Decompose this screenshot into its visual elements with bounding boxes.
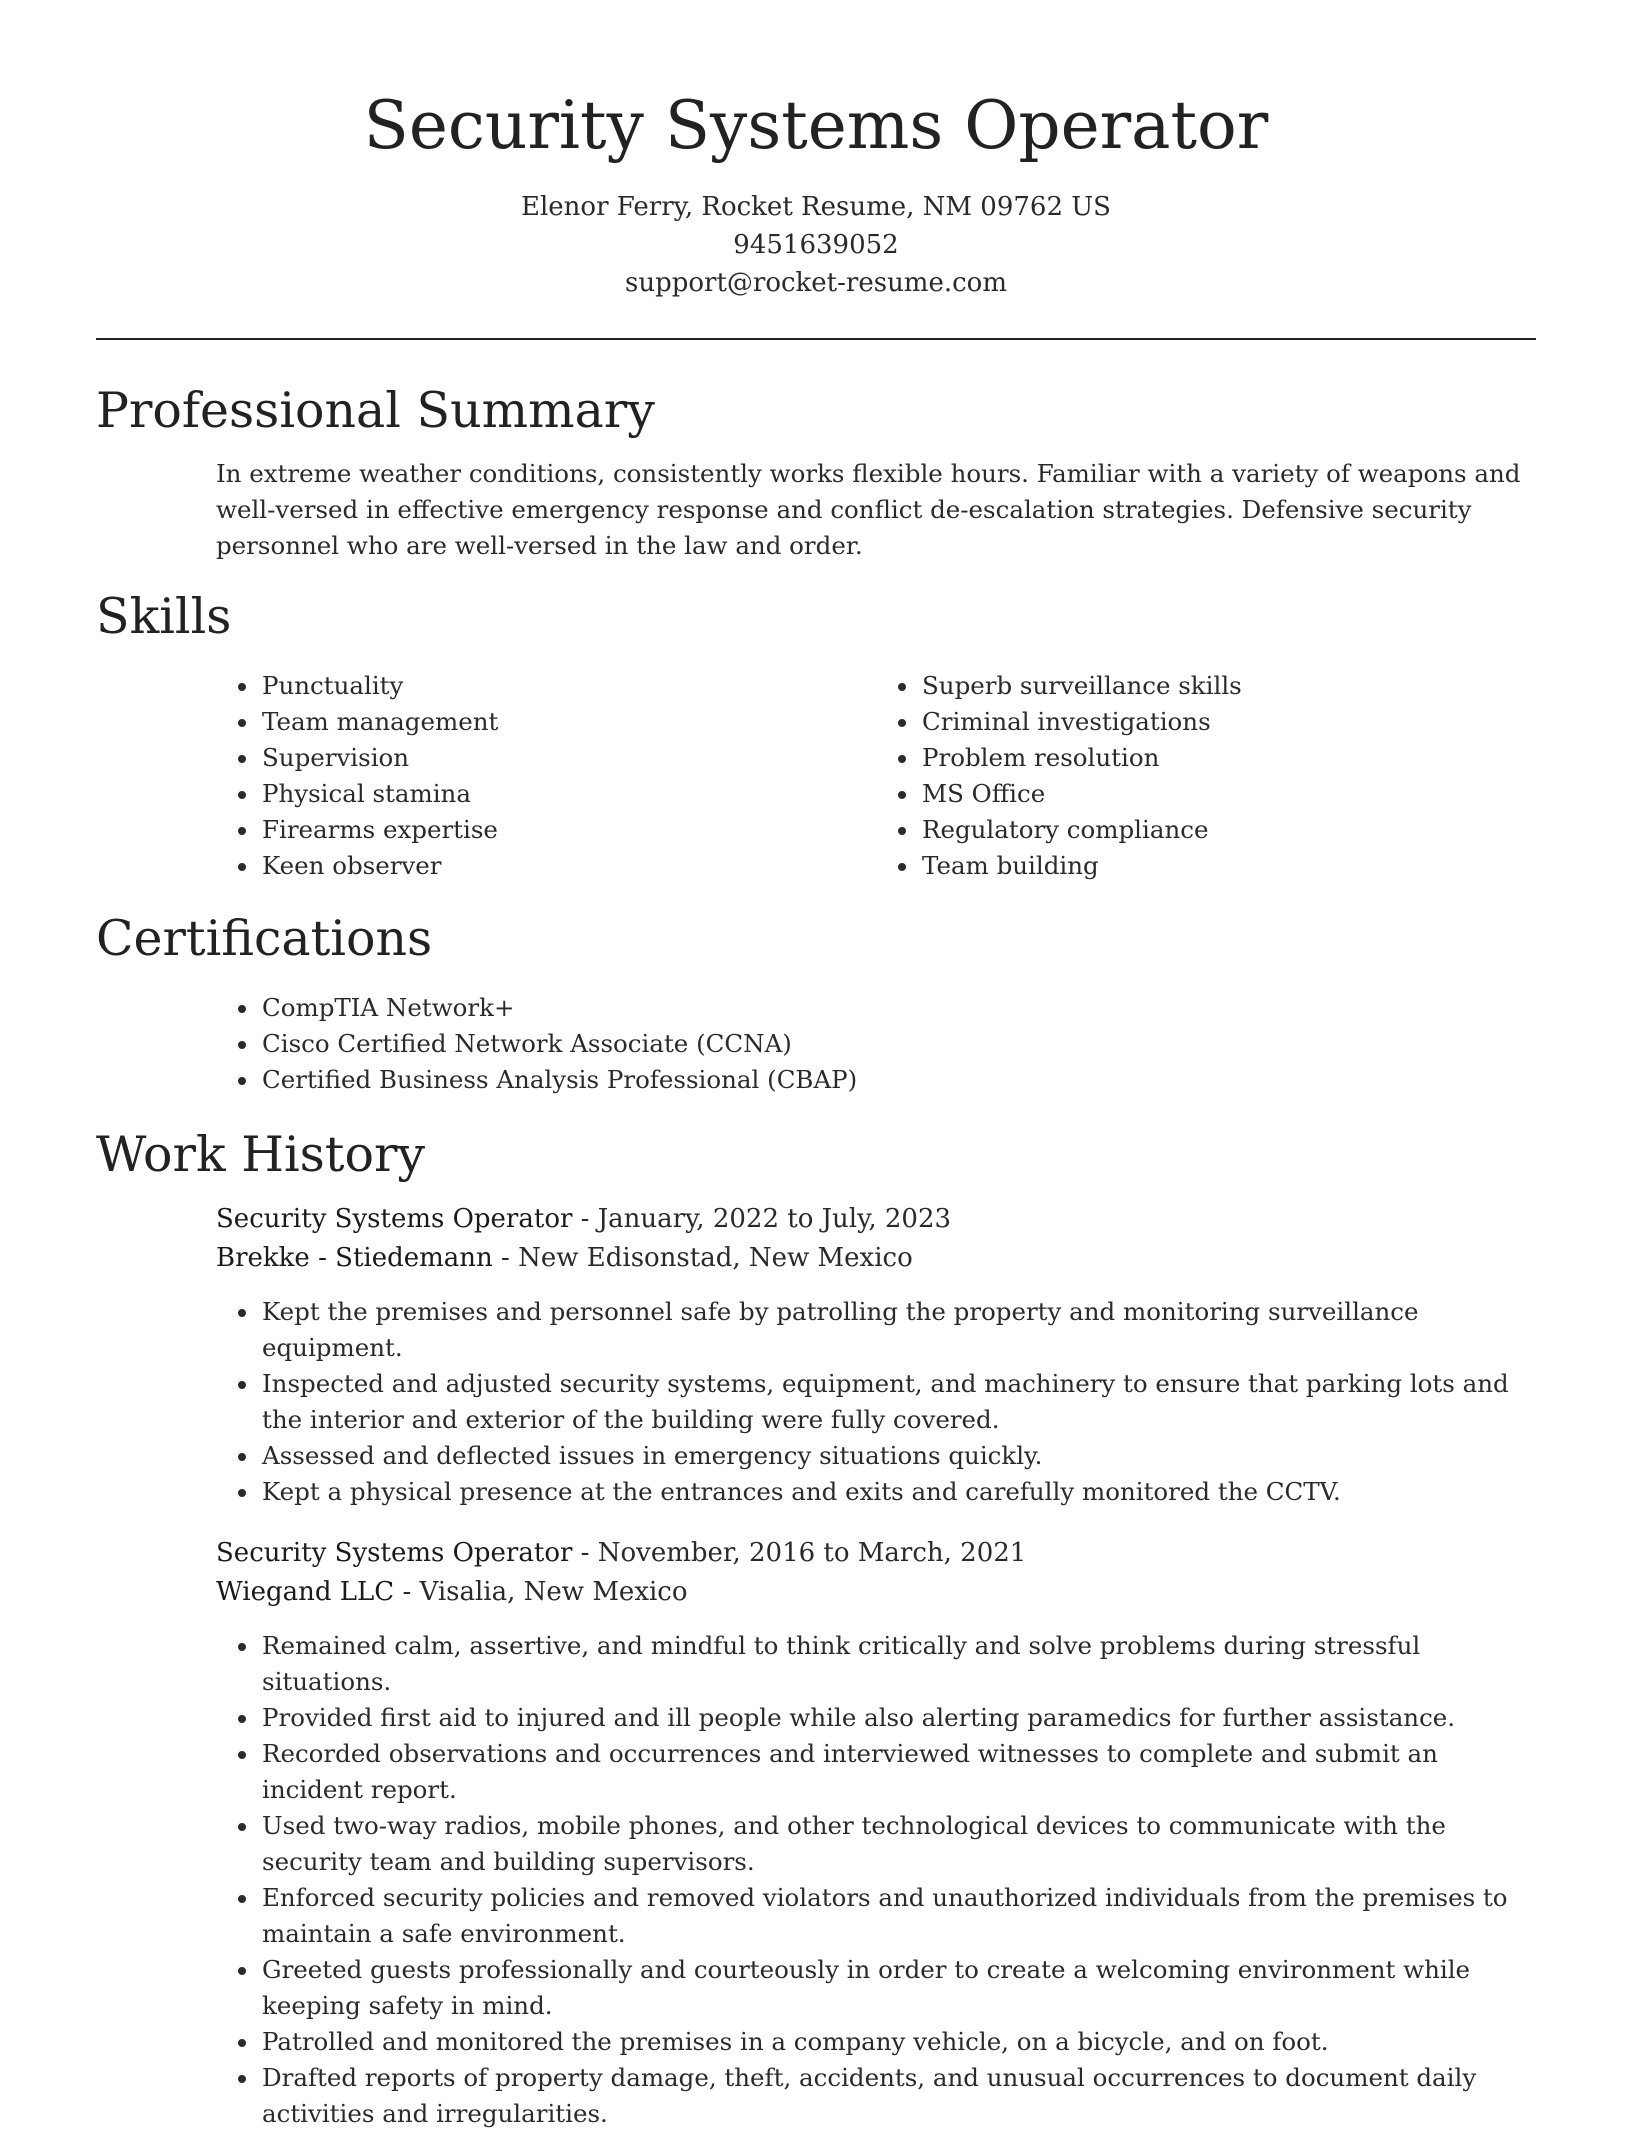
skill-item: • Physical stamina [260, 776, 876, 812]
skills-heading: Skills [96, 588, 232, 645]
job-role: Security Systems Operator [216, 1538, 573, 1568]
skill-item: • Firearms expertise [260, 812, 876, 848]
job-dates: - January, 2022 to July, 2023 [572, 1204, 952, 1234]
job-role: Security Systems Operator [216, 1204, 573, 1234]
job-entry [216, 1200, 1536, 1510]
resume-title: Security Systems Operator [363, 87, 1269, 164]
job-company: Wiegand LLC [216, 1577, 395, 1607]
certifications-list [216, 990, 1536, 1098]
certification-item: • Certified Business Analysis Professional (CBAP) [260, 1062, 1536, 1098]
skill-item: • MS Office [920, 776, 1536, 812]
job-duty: • Inspected and adjusted security systems, equipment, and machinery to ensure that parking lots and the interior and exterior of the building were fully covered. [260, 1366, 1536, 1438]
job-duty: • Greeted guests professionally and courteously in order to create a welcoming environment while keeping safety in mind. [260, 1952, 1536, 2024]
skill-item: • Supervision [260, 740, 876, 776]
job-company-line [216, 1239, 1536, 1278]
job-dates: - November, 2016 to March, 2021 [572, 1538, 1027, 1568]
skill-item: • Team management [260, 704, 876, 740]
job-title-line [216, 1534, 1536, 1573]
job-duty: • Enforced security policies and removed violators and unauthorized individuals from the premises to maintain a safe environment. [260, 1880, 1536, 1952]
certification-item: • Cisco Certified Network Associate (CCNA) [260, 1026, 1536, 1062]
job-title-line [216, 1200, 1536, 1239]
job-location: - Visalia, New Mexico [394, 1577, 688, 1607]
skills-list [216, 668, 1536, 884]
skill-item: • Criminal investigations [920, 704, 1536, 740]
contact-block [96, 188, 1536, 302]
job-duty: • Patrolled and monitored the premises in a company vehicle, on a bicycle, and on foot. [260, 2024, 1536, 2060]
job-duty: • Used two-way radios, mobile phones, and other technological devices to communicate with the security team and building supervisors. [260, 1808, 1536, 1880]
job-duty: • Kept a physical presence at the entrances and exits and carefully monitored the CCTV. [260, 1474, 1536, 1510]
skill-item: • Team building [920, 848, 1536, 884]
skill-item: • Keen observer [260, 848, 876, 884]
skill-item: • Regulatory compliance [920, 812, 1536, 848]
job-company-line [216, 1573, 1536, 1612]
job-company: Brekke - Stiedemann [216, 1243, 493, 1273]
certification-item: • CompTIA Network+ [260, 990, 1536, 1026]
job-duty: • Remained calm, assertive, and mindful to think critically and solve problems during stressful situations. [260, 1628, 1536, 1700]
skill-item: • Punctuality [260, 668, 876, 704]
header-divider [96, 338, 1536, 340]
work-history-heading: Work History [96, 1126, 426, 1183]
summary-text: In extreme weather conditions, consistently works flexible hours. Familiar with a variety of weapons and well-versed in effective emergency response and conflict de-escalation strategies. Defensive security personnel who are well-versed in the law and order. [216, 459, 1521, 560]
job-location: - New Edisonstad, New Mexico [492, 1243, 913, 1273]
skill-item: • Problem resolution [920, 740, 1536, 776]
contact-email: support@rocket-resume.com [624, 268, 1007, 298]
job-duty: • Provided first aid to injured and ill people while also alerting paramedics for further assistance. [260, 1700, 1536, 1736]
job-duty: • Assessed and deflected issues in emergency situations quickly. [260, 1438, 1536, 1474]
job-entry [216, 1534, 1536, 2132]
skills-column-left [216, 668, 876, 884]
job-duties-list [216, 1294, 1536, 1510]
contact-phone: 9451639052 [733, 230, 899, 260]
contact-address: Elenor Ferry, Rocket Resume, NM 09762 US [520, 192, 1111, 222]
skills-column-right [876, 668, 1536, 884]
summary-heading: Professional Summary [96, 382, 655, 439]
skill-item: • Superb surveillance skills [920, 668, 1536, 704]
job-duty: • Kept the premises and personnel safe by patrolling the property and monitoring surveillance equipment. [260, 1294, 1536, 1366]
job-duty: • Drafted reports of property damage, theft, accidents, and unusual occurrences to document daily activities and irregularities. [260, 2060, 1536, 2132]
certifications-heading: Certifications [96, 910, 433, 967]
job-duty: • Recorded observations and occurrences and interviewed witnesses to complete and submit an incident report. [260, 1736, 1536, 1808]
job-duties-list [216, 1628, 1536, 2132]
